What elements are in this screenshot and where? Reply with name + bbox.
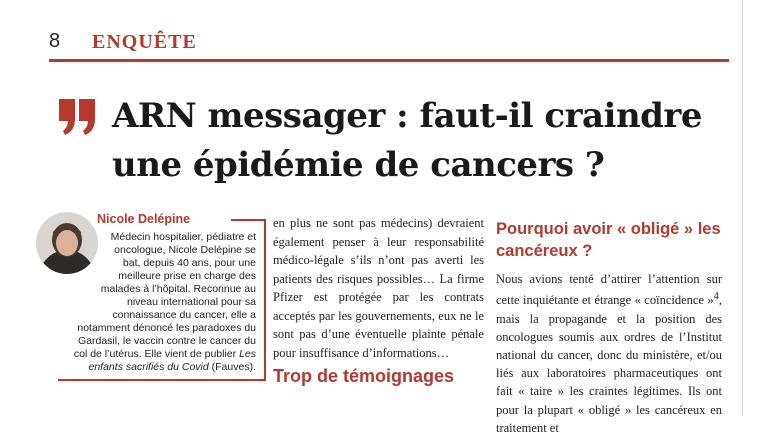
section-title: ENQUÊTE [92,31,197,53]
bio-spacer [72,231,104,282]
column-1-text: en plus ne sont pas médecins) devraient également penser à leur responsabilité médico-légale s’ils n’ont pas averti les patients des risques possibles… La firme Pfizer est protégée par les contrats acceptés par les gouvernements, eux ne le sont pas d’une éventuelle plainte pénale pour insuffisance d’informations… [273,216,484,360]
subheading-trop-de-temoignages: Trop de témoignages [273,366,455,386]
column-2-text-start: Nous avions tenté d’attirer l’attention sur cette inquiétante et étrange « coïncidence » [496,272,722,308]
quote-mark-right [79,99,95,135]
headline: ARN messager : faut-il craindre une épidémie de cancers ? [112,96,702,185]
author-bio-end: (Fauves). [208,361,256,373]
column-2-text-end: , mais la propagande et la position des oncologues soumis aux ordres de l’Institut national du cancer, donc du ministère, et/ou liés aux laboratoires pharmaceutiques ont fait « taire » les craintes légitimes. Ils ont pour la plupart « obligé » les cancéreux en traitement et [496,293,722,435]
page-number: 8 [49,30,61,52]
author-box-border-top [231,219,266,221]
header-rule [49,59,729,62]
book-title: Les enfants sacrifiés du Covid [88,348,256,373]
quote-icon [57,97,97,137]
quote-mark-left [59,99,75,135]
footnote-ref: 4 [713,291,719,303]
author-box [36,212,266,380]
column-2-text [496,270,722,437]
subheading-pourquoi: Pourquoi avoir « obligé » les cancéreux ? [496,220,721,260]
author-bio [72,231,256,374]
author-bio-text: Médecin hospitalier, pédiatre et oncologue, Nicole Delépine se bat, depuis 40 ans, pour une meilleure prise en charge des malades à l’hôpital. Reconnue au niveau international pour sa connaissance du cancer, elle a notamment dénoncé les paradoxes du Gardasil, le vaccin contre le cancer du col de l’utérus. Elle vient de publier [73,231,256,360]
author-name: Nicole Delépine [97,212,191,226]
